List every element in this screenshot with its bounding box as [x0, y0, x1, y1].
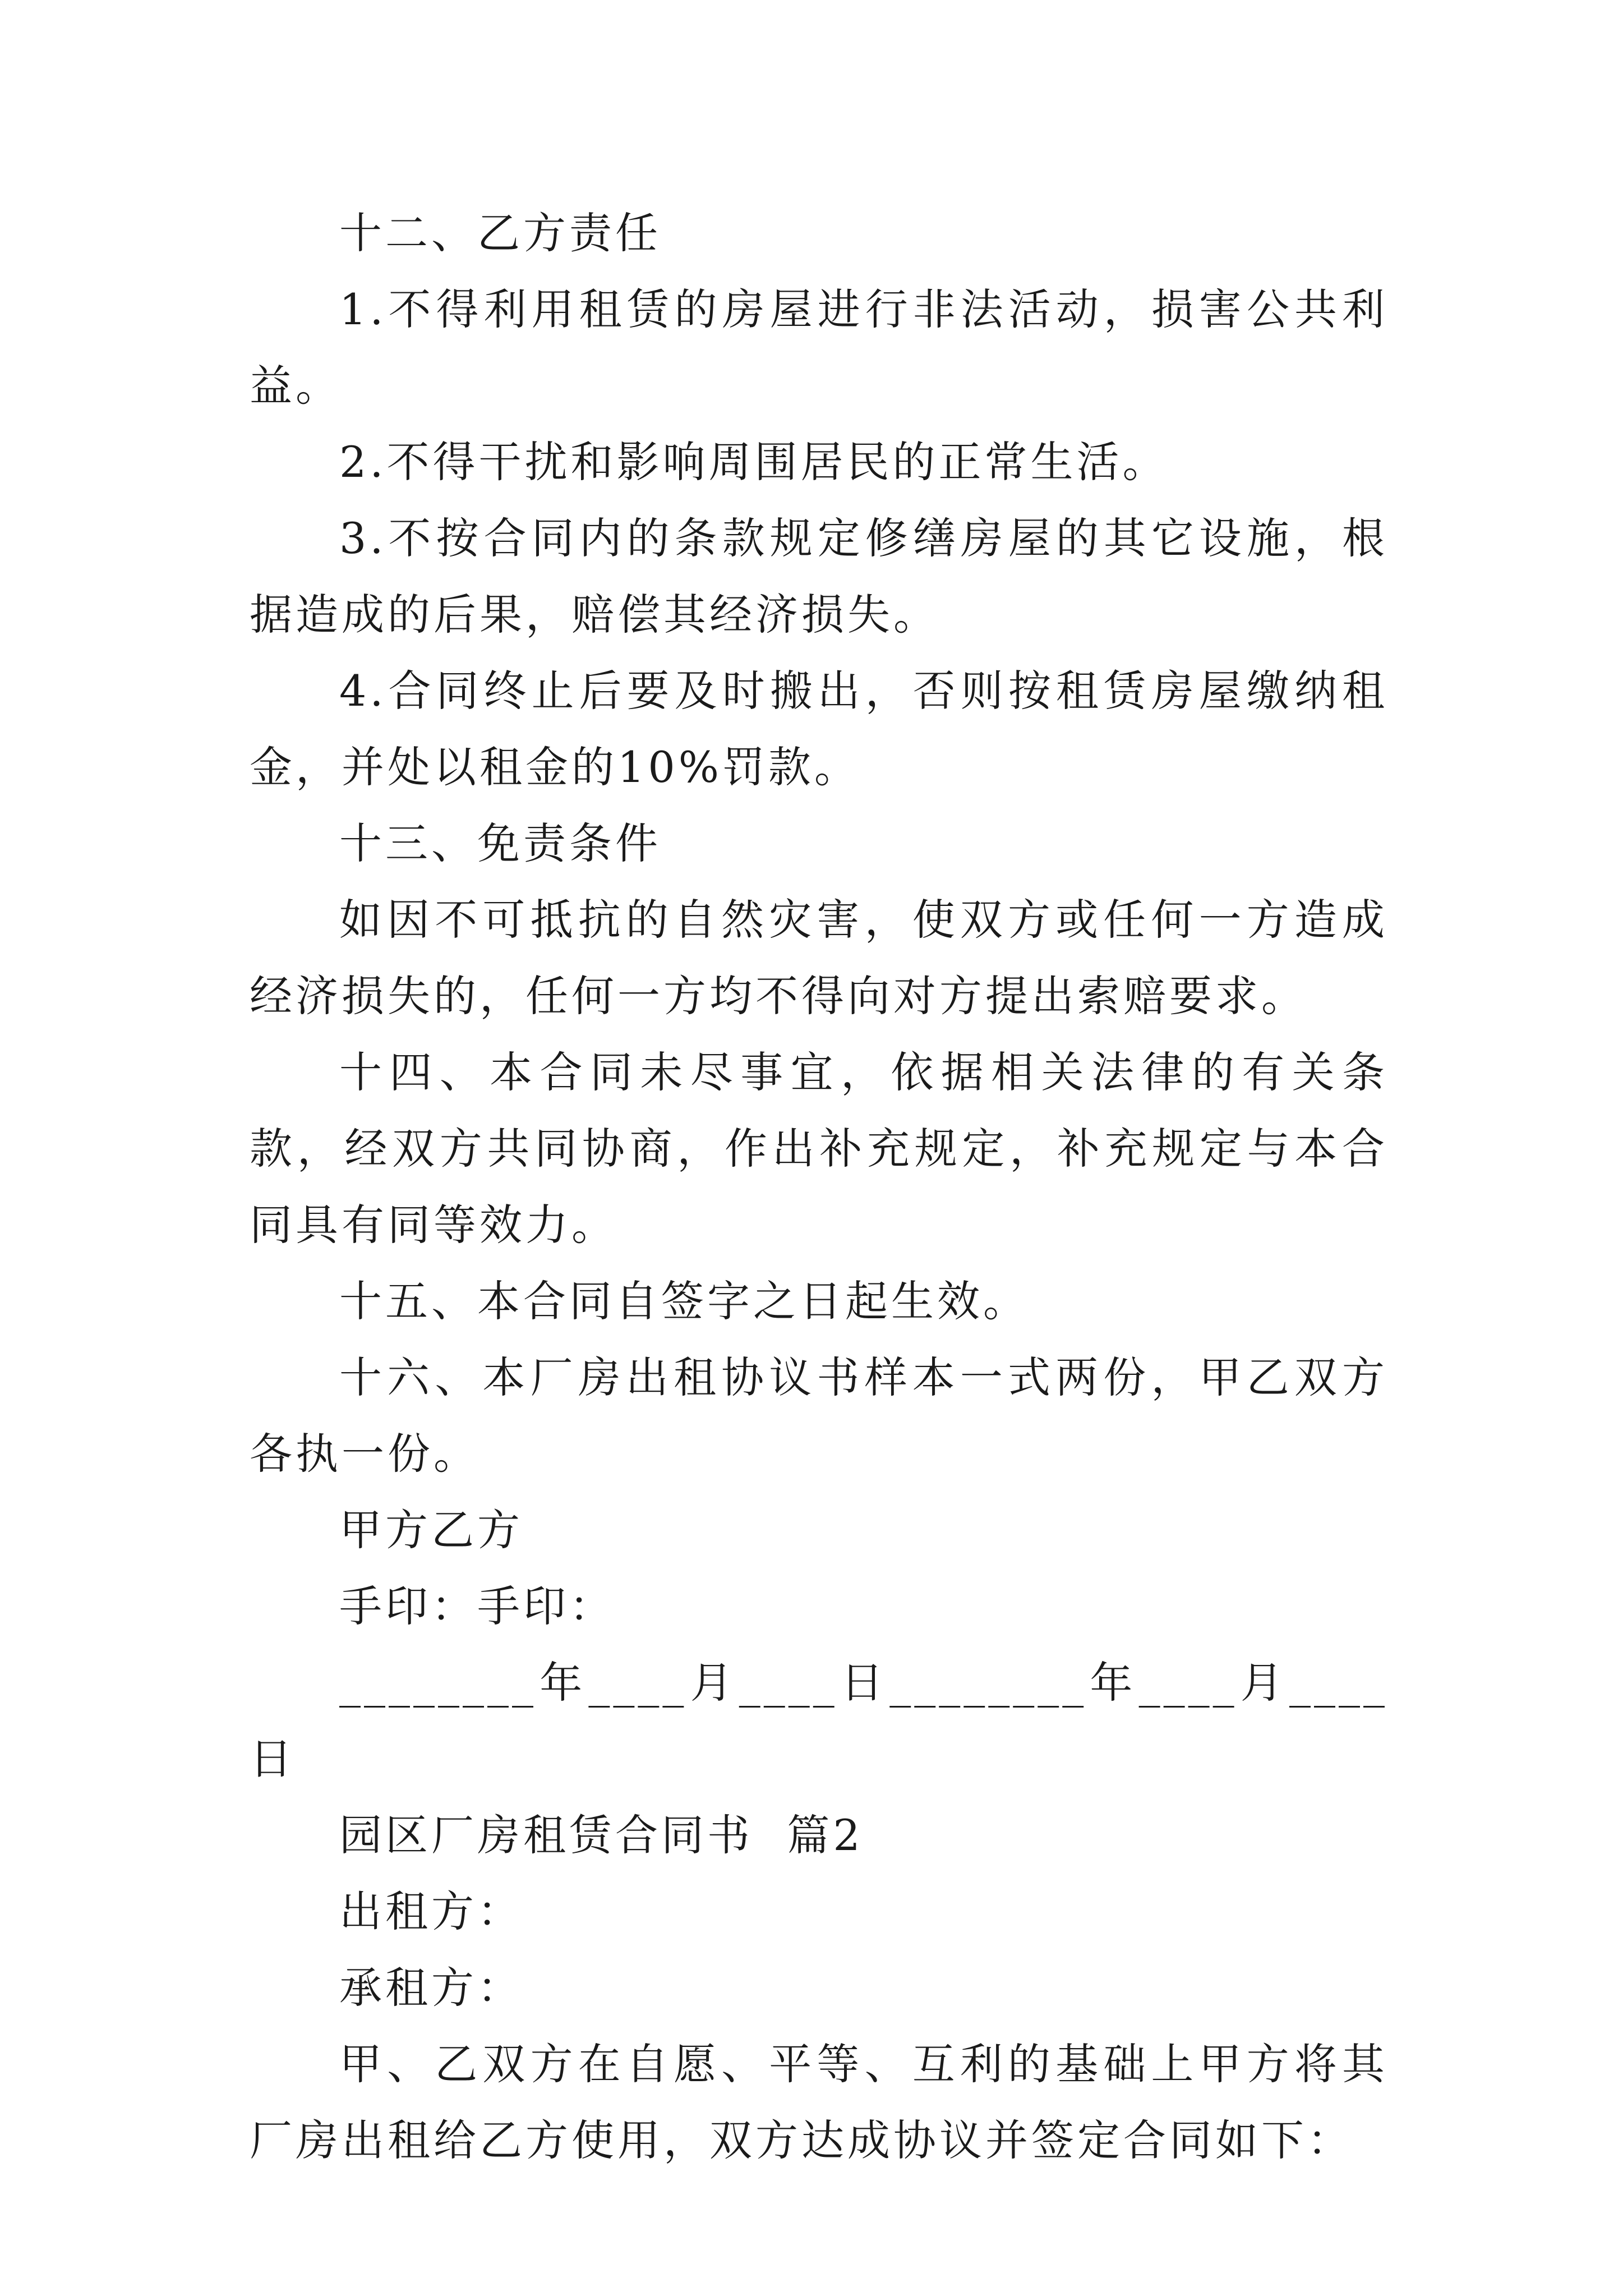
- contract-preamble: 甲、乙双方在自愿、平等、互利的基础上甲方将其厂房出租给乙方使用，双方达成协议并签定合同如下：: [250, 2039, 1388, 2165]
- signature-labels: 手印：手印：: [339, 1581, 615, 1631]
- clause-13: 如因不可抵抗的自然灾害，使双方或任何一方造成经济损失的，任何一方均不得向对方提出索赔要求。: [250, 895, 1388, 1021]
- clause-12-2: 2.不得干扰和影响周围居民的正常生活。: [339, 437, 1169, 487]
- date-line: ________年____月____日________年____月____日: [250, 1658, 1388, 1784]
- contract-title-2: 园区厂房租赁合同书 篇2: [339, 1810, 864, 1860]
- clause-12-3: 3.不按合同内的条款规定修缮房屋的其它设施，根据造成的后果，赔偿其经济损失。: [250, 513, 1388, 639]
- clause-12-1: 1.不得利用租赁的房屋进行非法活动，损害公共利益。: [250, 284, 1388, 411]
- clause-15: 十五、本合同自签字之日起生效。: [339, 1276, 1029, 1326]
- section-heading-12: 十二、乙方责任: [339, 208, 661, 258]
- party-labels: 甲方乙方: [339, 1505, 523, 1555]
- clause-14: 十四、本合同未尽事宜，依据相关法律的有关条款，经双方共同协商，作出补充规定，补充规定与本合同具有同等效力。: [250, 1047, 1388, 1250]
- clause-12-4: 4.合同终止后要及时搬出，否则按租赁房屋缴纳租金，并处以租金的10%罚款。: [250, 666, 1388, 792]
- lessee-label: 承租方：: [339, 1963, 523, 2013]
- clause-16: 十六、本厂房出租协议书样本一式两份，甲乙双方各执一份。: [250, 1352, 1388, 1479]
- document-body: [250, 195, 1388, 2179]
- section-heading-13: 十三、免责条件: [339, 818, 661, 868]
- lessor-label: 出租方：: [339, 1887, 523, 1936]
